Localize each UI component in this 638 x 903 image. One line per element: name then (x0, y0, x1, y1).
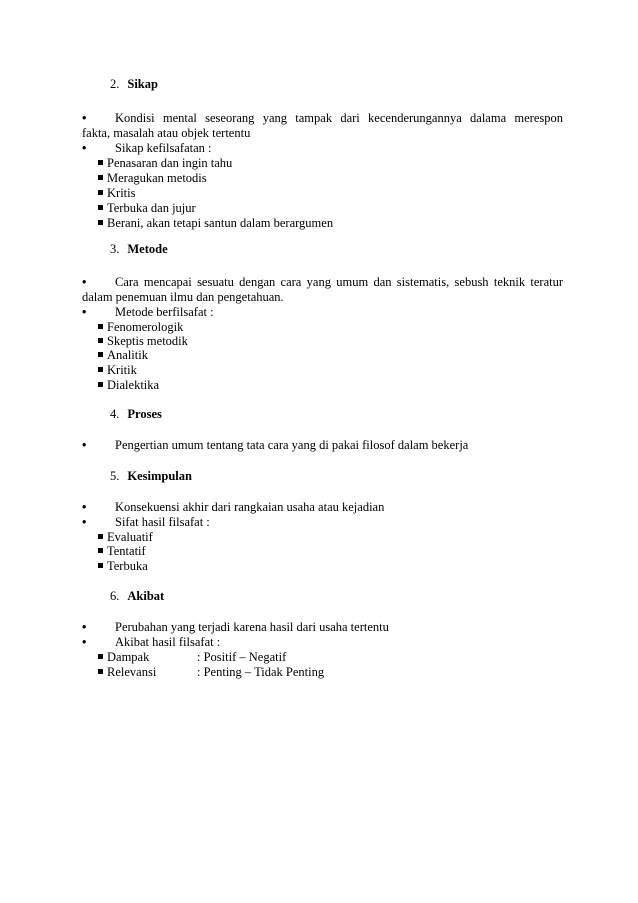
square-bullet-icon (98, 220, 103, 225)
bullet-icon: • (82, 438, 87, 452)
bullet-icon: • (82, 620, 87, 634)
definition-text: Perubahan yang terjadi karena hasil dari usaha tertentu (115, 620, 389, 634)
square-bullet-icon (98, 563, 103, 568)
square-bullet-icon (98, 190, 103, 195)
square-bullet-icon (98, 548, 103, 553)
list-item: Skeptis metodik (98, 334, 188, 349)
list-item: Analitik (98, 348, 148, 363)
definition-continuation: fakta, masalah atau objek tertentu (82, 126, 251, 140)
section-number: 6. (110, 589, 120, 603)
section-number: 4. (110, 407, 120, 421)
section-heading-sikap (110, 77, 158, 92)
square-bullet-icon (98, 160, 103, 165)
list-intro-text: Metode berfilsafat : (115, 305, 214, 319)
list-item: Meragukan metodis (98, 171, 207, 186)
item-value: : Positif – Negatif (197, 650, 287, 664)
definition-text: Pengertian umum tentang tata cara yang di pakai filosof dalam bekerja (115, 438, 469, 452)
square-bullet-icon (98, 534, 103, 539)
definition-continuation: dalam penemuan ilmu dan pengetahuan. (82, 290, 284, 304)
list-item: Kritis (98, 186, 135, 201)
square-bullet-icon (98, 205, 103, 210)
square-bullet-icon (98, 654, 103, 659)
list-intro-text: Sikap kefilsafatan : (115, 141, 212, 155)
list-intro-text: Sifat hasil filsafat : (115, 515, 210, 529)
section-heading-proses (110, 407, 162, 422)
list-item: Fenomerologik (98, 320, 183, 335)
list-item: Evaluatif (98, 530, 153, 545)
list-item: Dialektika (98, 378, 159, 393)
section-heading-metode (110, 242, 168, 257)
key-value-item (98, 665, 324, 680)
definition-bullet (82, 438, 563, 453)
square-bullet-icon (98, 175, 103, 180)
section-title: Akibat (127, 589, 165, 603)
list-intro-bullet (82, 305, 563, 320)
definition-bullet (82, 111, 563, 126)
bullet-icon: • (82, 500, 87, 514)
section-number: 3. (110, 242, 120, 256)
definition-text: Cara mencapai sesuatu dengan cara yang umum dan sistematis, sebush teknik teratur (115, 275, 563, 289)
bullet-icon: • (82, 141, 87, 155)
list-item: Terbuka (98, 559, 148, 574)
square-bullet-icon (98, 324, 103, 329)
list-intro-bullet (82, 515, 563, 530)
definition-bullet (82, 275, 563, 290)
bullet-icon: • (82, 305, 87, 319)
bullet-icon: • (82, 275, 87, 289)
section-title: Proses (127, 407, 162, 421)
square-bullet-icon (98, 367, 103, 372)
list-item: Berani, akan tetapi santun dalam berargumen (98, 216, 333, 231)
square-bullet-icon (98, 338, 103, 343)
section-title: Metode (127, 242, 168, 256)
list-intro-bullet (82, 635, 563, 650)
list-item: Penasaran dan ingin tahu (98, 156, 232, 171)
definition-text: Kondisi mental seseorang yang tampak dari kecenderungannya dalama merespon (115, 111, 563, 125)
item-key: Dampak (107, 650, 150, 664)
definition-bullet (82, 500, 563, 515)
item-key: Relevansi (107, 665, 157, 679)
section-heading-akibat (110, 589, 164, 604)
bullet-icon: • (82, 111, 87, 125)
list-intro-bullet (82, 141, 563, 156)
section-number: 2. (110, 77, 120, 91)
section-title: Kesimpulan (127, 469, 192, 483)
list-intro-text: Akibat hasil filsafat : (115, 635, 221, 649)
list-item: Kritik (98, 363, 137, 378)
definition-bullet (82, 620, 563, 635)
definition-text: Konsekuensi akhir dari rangkaian usaha atau kejadian (115, 500, 385, 514)
section-title: Sikap (127, 77, 158, 91)
square-bullet-icon (98, 382, 103, 387)
key-value-item (98, 650, 286, 665)
square-bullet-icon (98, 352, 103, 357)
list-item: Terbuka dan jujur (98, 201, 196, 216)
item-value: : Penting – Tidak Penting (197, 665, 325, 679)
section-heading-kesimpulan (110, 469, 192, 484)
bullet-icon: • (82, 515, 87, 529)
list-item: Tentatif (98, 544, 146, 559)
section-number: 5. (110, 469, 120, 483)
bullet-icon: • (82, 635, 87, 649)
square-bullet-icon (98, 669, 103, 674)
